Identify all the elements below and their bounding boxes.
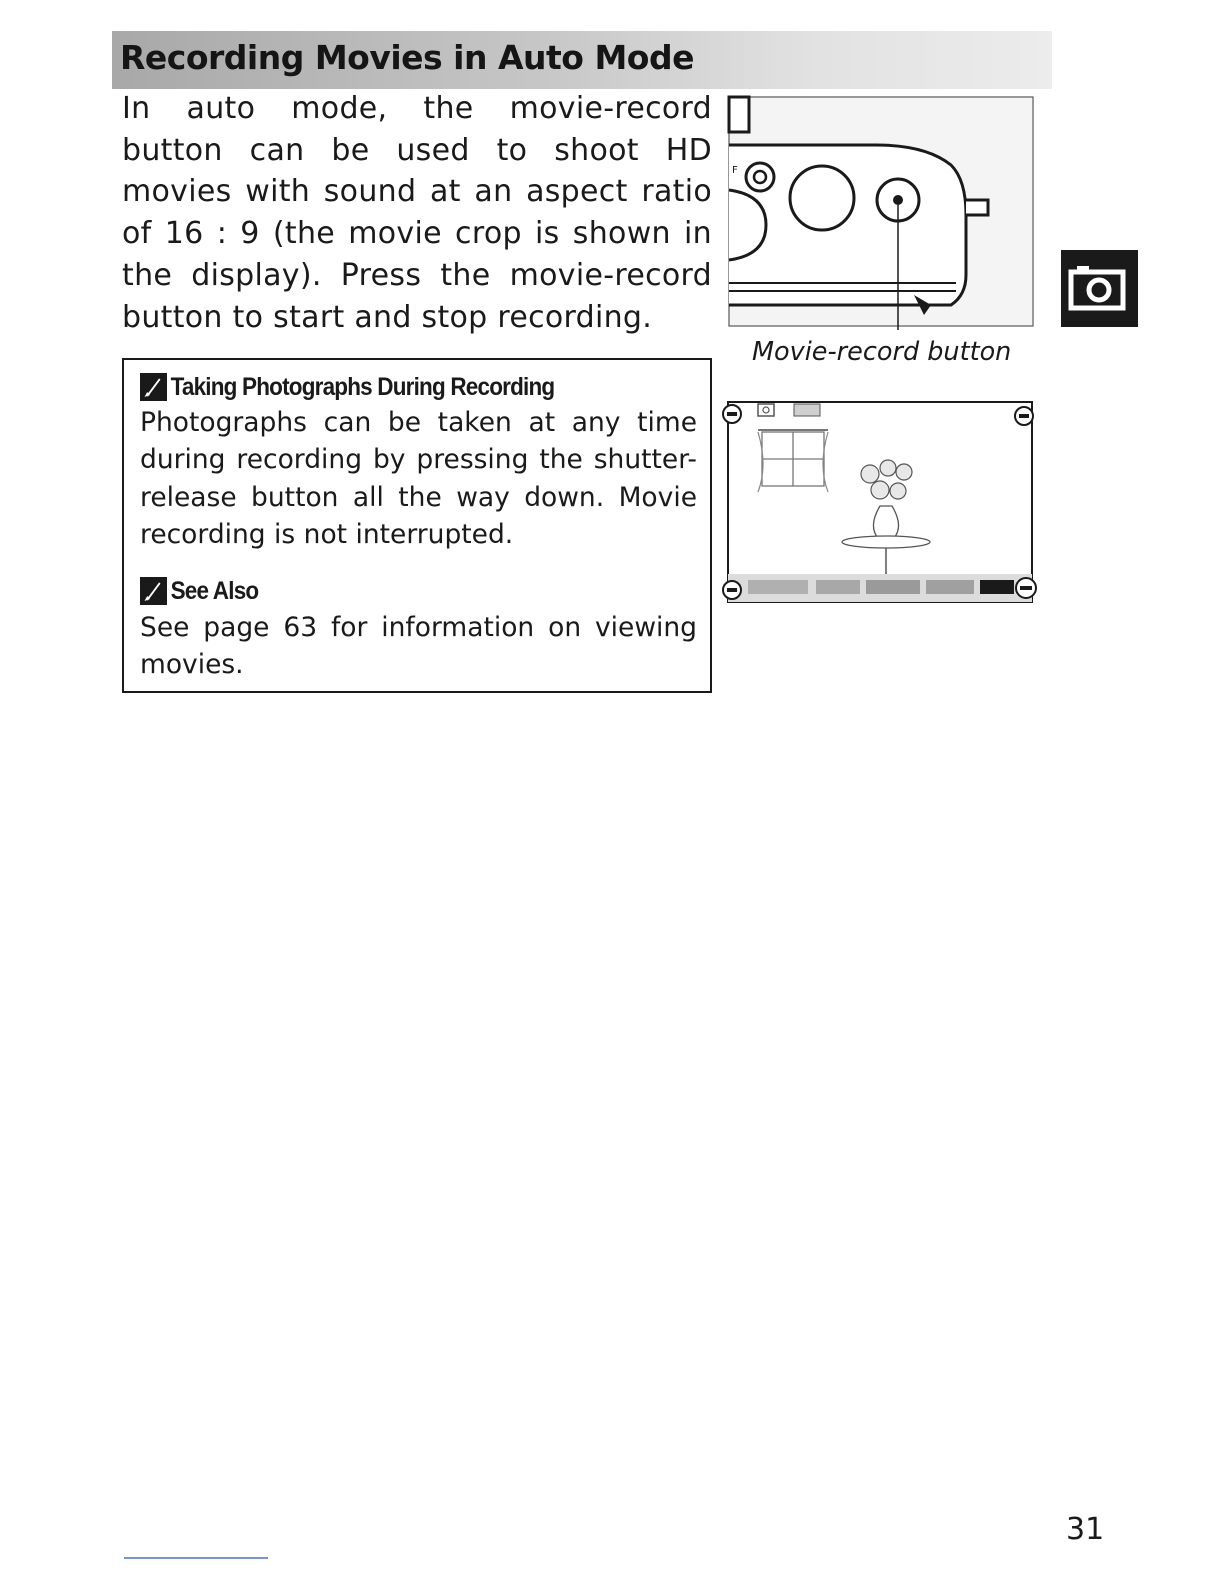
camera-icon [1061, 250, 1138, 327]
pencil-icon [140, 577, 167, 605]
note-body-see-also: See page 63 for information on viewing movies. [140, 612, 697, 681]
note-body-taking-photographs: Photographs can be taken at any time during recording by pressing the shutter-release button all the way down. Movie recording is not interrupted. [140, 407, 697, 551]
notes-box [122, 358, 712, 693]
note-title-taking-photographs [140, 370, 554, 404]
camera-top-illustration [726, 95, 1036, 330]
page-number: 31 [1066, 1512, 1105, 1547]
monitor-display-illustration [718, 396, 1040, 608]
footer-rule [124, 1557, 268, 1559]
note-title-see-also [140, 574, 258, 608]
pencil-icon [140, 373, 167, 401]
page-title: Recording Movies in Auto Mode [120, 38, 694, 77]
intro-paragraph: In auto mode, the movie-record button can be used to shoot HD movies with sound at an aspect ratio of 16 : 9 (the movie crop is shown in the display). Press the movie-record button to start and stop recording. [122, 91, 712, 335]
movie-record-button-caption: Movie-record button [752, 337, 1012, 367]
section-tab [1061, 250, 1138, 327]
note-title-text: See Also [170, 576, 259, 605]
note-title-text: Taking Photographs During Recording [170, 372, 555, 401]
svg-text:F: F [732, 165, 738, 176]
